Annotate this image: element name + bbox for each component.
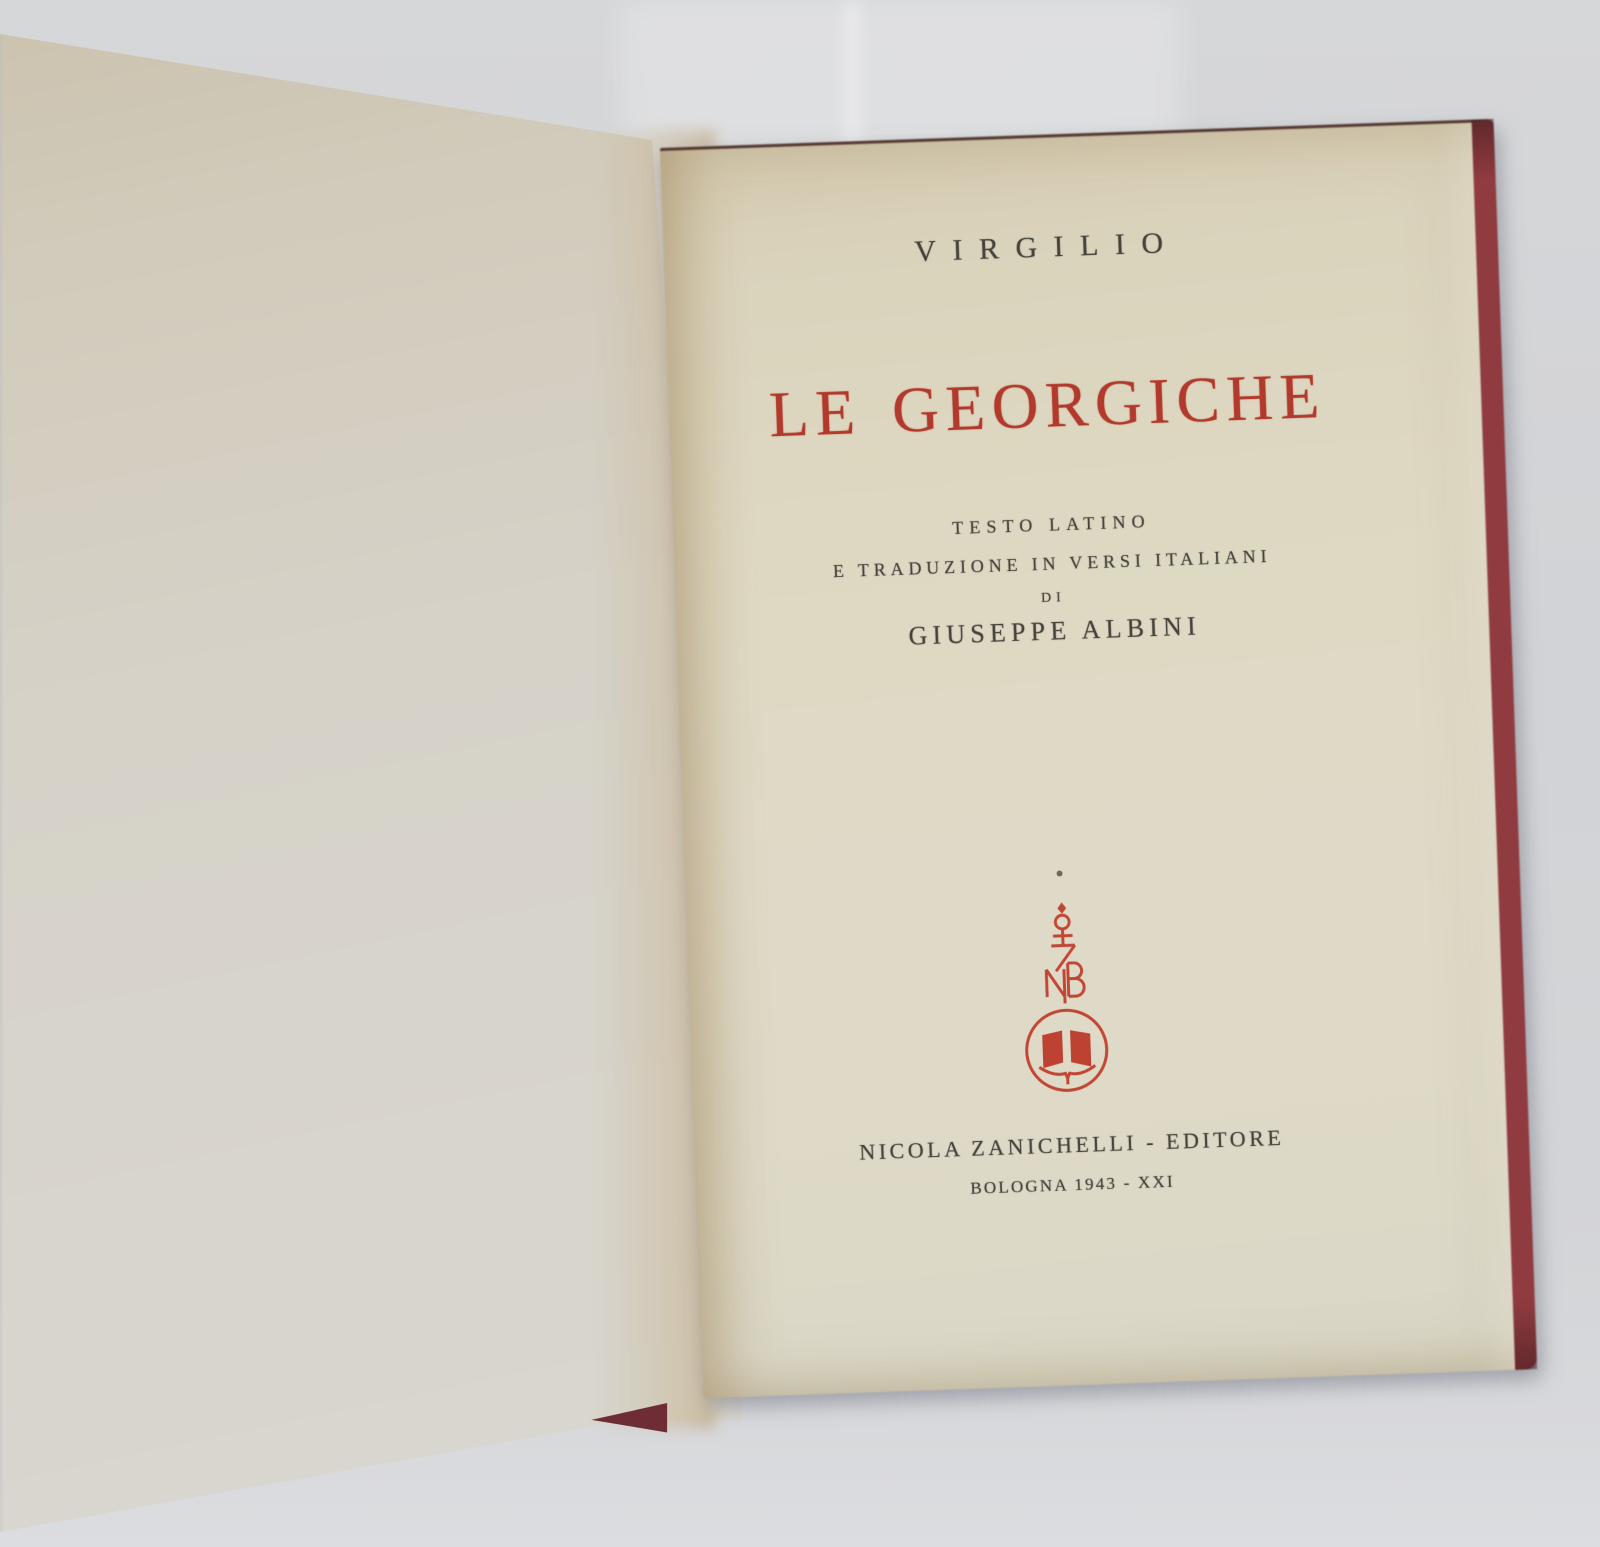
byline-prefix: DI <box>1040 590 1066 606</box>
book-title: LE GEORGICHE <box>767 359 1328 452</box>
publisher-name: NICOLA ZANICHELLI - EDITORE <box>858 1124 1285 1165</box>
translator-name: GIUSEPPE ALBINI <box>908 611 1202 651</box>
cover-edge-bottom-corner <box>1513 1299 1537 1370</box>
subtitle-line-1: TESTO LATINO <box>951 511 1152 539</box>
imprint-line: BOLOGNA 1943 - XXI <box>969 1171 1176 1198</box>
backdrop-highlight <box>620 0 1180 150</box>
cover-edge-top-corner <box>1472 119 1496 180</box>
subtitle-line-2: E TRADUZIONE IN VERSI ITALIANI <box>832 545 1272 582</box>
printed-dot <box>1056 870 1062 876</box>
title-page-content <box>660 120 1515 1396</box>
author-name: VIRGILIO <box>913 225 1181 269</box>
